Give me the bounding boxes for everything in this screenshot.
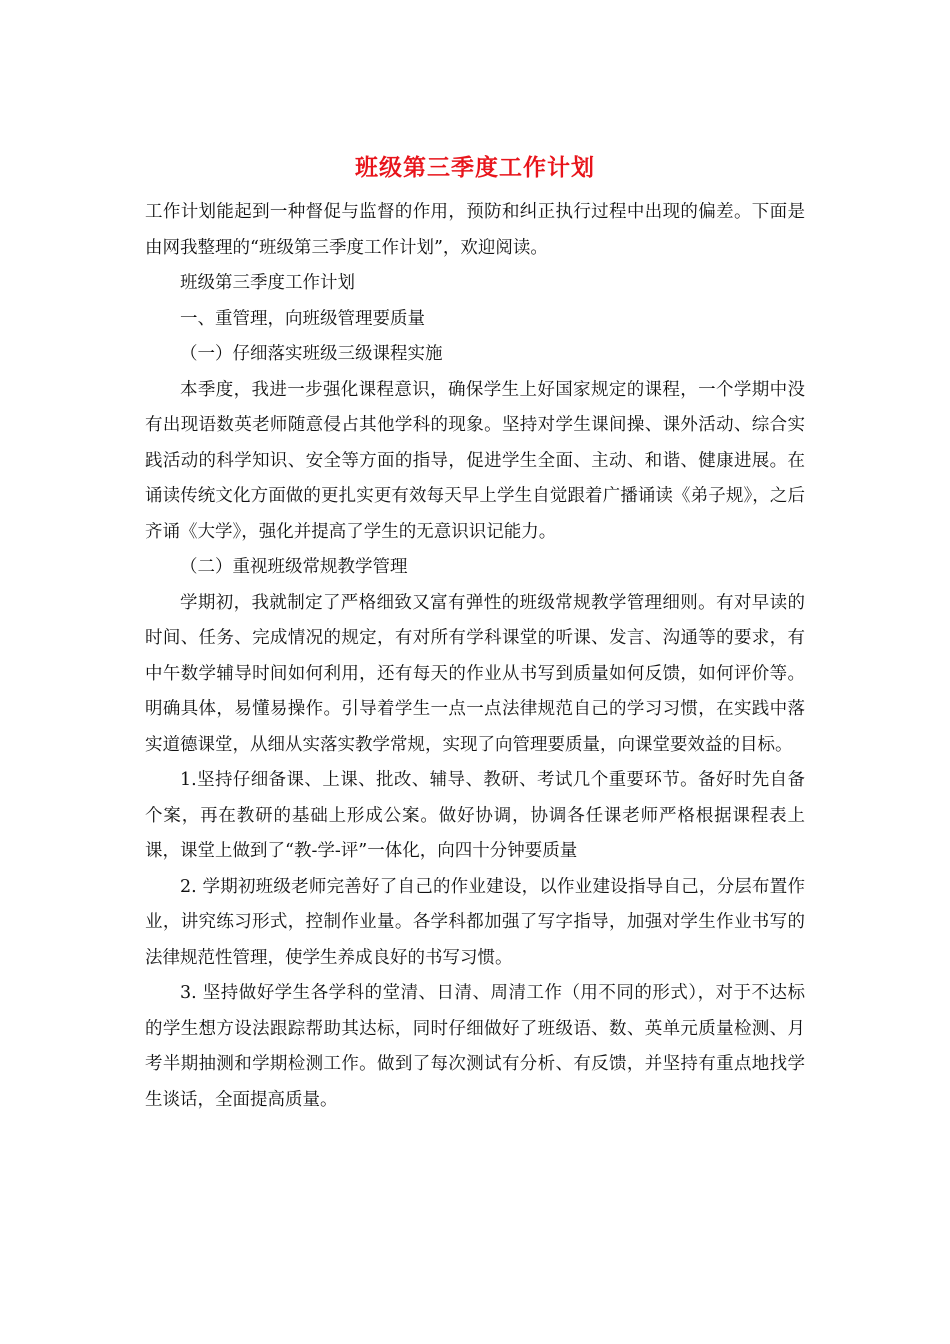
heading-section-1: 一、重管理，向班级管理要质量 bbox=[180, 308, 425, 329]
list-item-2: 2. 学期初班级老师完善好了自己的作业建设，以作业建设指导自己，分层布置作业，讲究练习形式，控制作业量。各学科都加强了写字指导，加强对学生作业书写的法律规范性管理，使学生养成良好的书写习惯。 bbox=[145, 876, 805, 968]
paragraph-routine-management: 学期初，我就制定了严格细致又富有弹性的班级常规教学管理细则。有对早读的时间、任务、完成情况的规定，有对所有学科课堂的听课、发言、沟通等的要求，有中午数学辅导时间如何利用，还有每天的作业从书写到质量如何反馈，如何评价等。明确具体，易懂易操作。引导着学生一点一点法律规范自己的学习习惯，在实践中落实道德课堂，从细从实落实教学常规，实现了向管理要质量，向课堂要效益的目标。 bbox=[145, 592, 805, 755]
heading-subsection-2: （二）重视班级常规教学管理 bbox=[180, 557, 408, 577]
document-title: 班级第三季度工作计划 bbox=[355, 154, 595, 181]
paragraph-intro: 工作计划能起到一种督促与监督的作用，预防和纠正执行过程中出现的偏差。下面是由网我整理的“班级第三季度工作计划”，欢迎阅读。 bbox=[145, 202, 805, 258]
list-item-1: 1.坚持仔细备课、上课、批改、辅导、教研、考试几个重要环节。备好时先自备个案，再在教研的基础上形成公案。做好协调，协调各任课老师严格根据课程表上课，课堂上做到了“教-学-评”一体化，向四十分钟要质量 bbox=[145, 770, 805, 861]
list-item-3: 3. 坚持做好学生各学科的堂清、日清、周清工作（用不同的形式），对于不达标的学生想方设法跟踪帮助其达标，同时仔细做好了班级语、数、英单元质量检测、月考半期抽测和学期检测工作。做到了每次测试有分析、有反馈，并坚持有重点地找学生谈话，全面提高质量。 bbox=[145, 983, 805, 1110]
paragraph-subtitle: 班级第三季度工作计划 bbox=[180, 273, 355, 293]
document-body bbox=[145, 195, 805, 1118]
heading-subsection-1: （一）仔细落实班级三级课程实施 bbox=[180, 344, 443, 364]
paragraph-curriculum: 本季度，我进一步强化课程意识，确保学生上好国家规定的课程，一个学期中没有出现语数英老师随意侵占其他学科的现象。坚持对学生课间操、课外活动、综合实践活动的科学知识、安全等方面的指导，促进学生全面、主动、和谐、健康进展。在诵读传统文化方面做的更扎实更有效每天早上学生自觉跟着广播诵读《弟子规》，之后齐诵《大学》，强化并提高了学生的无意识识记能力。 bbox=[145, 379, 805, 542]
